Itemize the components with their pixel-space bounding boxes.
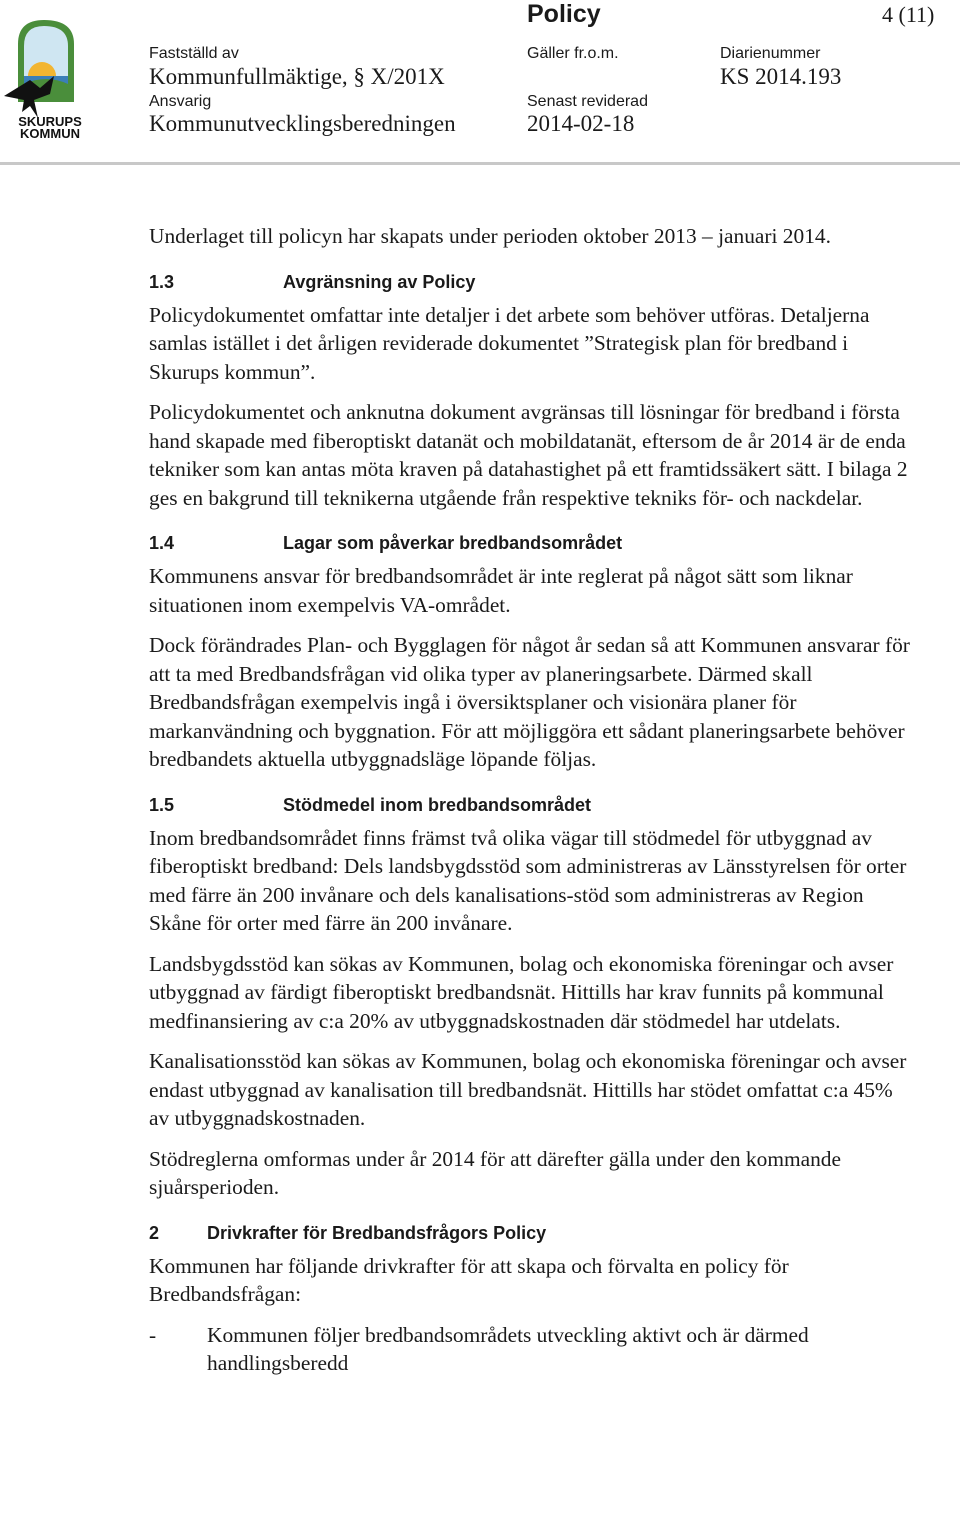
skurups-kommun-logo: [4, 14, 96, 138]
list-item-text: Kommunen följer bredbandsområdets utveckling aktivt och är därmed handlingsberedd: [207, 1322, 809, 1375]
section-title: Stödmedel inom bredbandsområdet: [283, 794, 592, 815]
section-2-heading: [149, 1220, 914, 1246]
paragraph: Stödreglerna omformas under år 2014 för att därefter gälla under den kommande sjuårsperioden.: [149, 1146, 841, 1199]
logo-text-line1: SKURUPS: [18, 114, 82, 129]
section-number: 2: [149, 1222, 160, 1243]
diarie-value: KS 2014.193: [720, 64, 842, 89]
paragraph: Landsbygdsstöd kan sökas av Kommunen, bolag och ekonomiska föreningar och avser utbyggnad av färdigt fiberoptiskt bredbandsnät. Hittills har krav funnits på kommunal medfinansiering av c:a 20% av utbyggnadskostnaden där stödmedel har utdelats.: [149, 951, 894, 1033]
ansvarig-value: Kommunutvecklingsberedningen: [149, 111, 456, 136]
reviderad-value: 2014-02-18: [527, 111, 635, 136]
paragraph: Policydokumentet omfattar inte detaljer i det arbete som behöver utföras. Detaljerna samlas istället i det årligen reviderade dokumentet ”Strategisk plan för bredband i Skurups kommun”.: [149, 302, 870, 384]
logo-text-line2: KOMMUN: [20, 126, 80, 138]
document-title: Policy: [527, 0, 601, 28]
header-divider: [0, 162, 960, 165]
section-number: 1.4: [149, 533, 175, 553]
fastalld-label: Fastställd av: [149, 45, 239, 62]
paragraph: Kanalisationsstöd kan sökas av Kommunen, bolag och ekonomiska föreningar och avser endast utbyggnad av kanalisation till bredbandsnät. Hittills har stödet omfattat c:a 45% av utbyggnadskostnaden.: [149, 1049, 907, 1130]
section-1-5-heading: [149, 792, 914, 818]
galler-label: Gäller fr.o.m.: [527, 45, 619, 62]
ansvarig-label: Ansvarig: [149, 93, 212, 110]
section-number: 1.3: [149, 271, 175, 292]
list-item: [149, 1321, 914, 1378]
intro-paragraph: Underlaget till policyn har skapats under perioden oktober 2013 – januari 2014.: [149, 224, 831, 248]
document-body: [149, 222, 914, 1378]
reviderad-label: Senast reviderad: [527, 93, 648, 110]
list-dash: -: [149, 1322, 157, 1347]
paragraph: Dock förändrades Plan- och Bygglagen för något år sedan så att Kommunen ansvarar för att ta med Bredbandsfrågan vid olika typer av planeringsarbete. Därmed skall Bredbandsfrågan exempelvis ingå i översiktsplaner och visionära planer för markanvändning och byggnation. För att möjliggöra ett sådant planeringsarbete behöver bredbandets aktuella utbyggnadsläge löpande följas.: [149, 633, 910, 771]
section-title: Lagar som påverkar bredbandsområdet: [283, 533, 623, 553]
paragraph: Kommunens ansvar för bredbandsområdet är inte reglerat på något sätt som liknar situationen inom exempelvis VA-området.: [149, 564, 853, 617]
logo-emblem-icon: [4, 14, 96, 138]
section-1-4-heading: [149, 530, 914, 556]
section-title: Drivkrafter för Bredbandsfrågors Policy: [207, 1222, 547, 1243]
page-number: 4 (11): [882, 2, 935, 27]
paragraph: Policydokumentet och anknutna dokument avgränsas till lösningar för bredband i första hand skapade med fiberoptiskt datanät och mobildatanät, eftersom de år 2014 är de enda tekniker som kan antas möta kraven på datahastighet på ett framtidssäkert sätt. I bilaga 2 ges en bakgrund till teknikerna utgående från respektive tekniks för- och nackdelar.: [149, 400, 908, 510]
paragraph: Kommunen har följande drivkrafter för att skapa och förvalta en policy för Bredbandsfrågan:: [149, 1253, 789, 1306]
section-1-3-heading: [149, 269, 914, 295]
section-title: Avgränsning av Policy: [283, 271, 476, 292]
diarie-label: Diarienummer: [720, 45, 821, 62]
paragraph: Inom bredbandsområdet finns främst två olika vägar till stödmedel för utbyggnad av fiberoptiskt bredband: Dels landsbygdsstöd som administreras av Länsstyrelsen för orter med färre än 200 invånare och dels kanalisations-stöd som administreras av Region Skåne för orter med färre än 200 invånare.: [149, 825, 907, 935]
section-number: 1.5: [149, 794, 175, 815]
fastalld-value: Kommunfullmäktige, § X/201X: [149, 64, 445, 89]
